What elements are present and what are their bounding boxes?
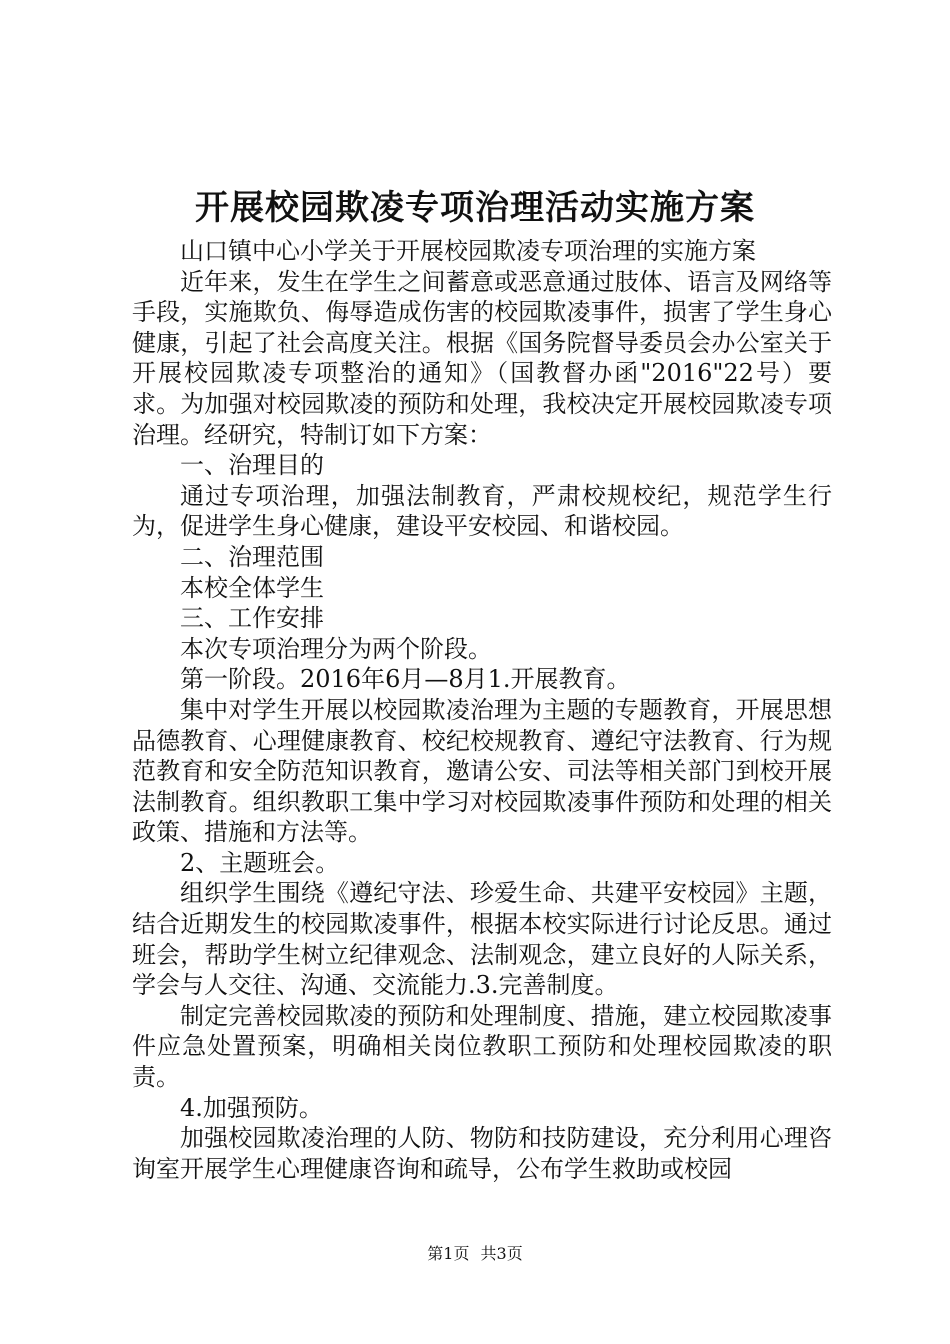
item-heading-prevention: 4.加强预防。 (180, 1093, 323, 1122)
document-body (132, 236, 832, 1184)
paragraph-system: 制定完善校园欺凌的预防和处理制度、措施，建立校园欺凌事件应急处置预案，明确相关岗位教职工预防和处理校园欺凌的职责。 (132, 1001, 832, 1092)
page-number: 第1页 (427, 1244, 470, 1263)
page-total: 共3页 (480, 1244, 523, 1263)
page-footer (0, 1244, 950, 1264)
paragraph-stage-one: 第一阶段。2016年6月—8月1.开展教育。 (180, 665, 631, 694)
paragraph-prevention: 加强校园欺凌治理的人防、物防和技防建设，充分利用心理咨询室开展学生心理健康咨询和疏导，公布学生救助或校园 (132, 1124, 832, 1183)
paragraph-scope: 本校全体学生 (180, 573, 324, 602)
paragraph-education: 集中对学生开展以校园欺凌治理为主题的专题教育，开展思想品德教育、心理健康教育、校纪校规教育、遵纪守法教育、行为规范教育和安全防范知识教育，邀请公安、司法等相关部门到校开展法制教育。组织教职工集中学习对校园欺凌事件预防和处理的相关政策、措施和方法等。 (132, 695, 832, 847)
paragraph-class-meeting: 组织学生围绕《遵纪守法、珍爱生命、共建平安校园》主题，结合近期发生的校园欺凌事件，根据本校实际进行讨论反思。通过班会，帮助学生树立纪律观念、法制观念，建立良好的人际关系，学会与人交往、沟通、交流能力.3.完善制度。 (132, 879, 832, 1000)
paragraph-intro: 近年来，发生在学生之间蓄意或恶意通过肢体、语言及网络等手段，实施欺负、侮辱造成伤害的校园欺凌事件，损害了学生身心健康，引起了社会高度关注。根据《国务院督导委员会办公室关于开展校园欺凌专项整治的通知》（国教督办函"2016"22号）要求。为加强对校园欺凌的预防和处理，我校决定开展校园欺凌专项治理。经研究，特制订如下方案： (132, 267, 832, 449)
paragraph-subtitle: 山口镇中心小学关于开展校园欺凌专项治理的实施方案 (180, 237, 756, 265)
section-heading-scope: 二、治理范围 (180, 542, 324, 571)
section-heading-schedule: 三、工作安排 (180, 604, 324, 633)
paragraph-goal: 通过专项治理，加强法制教育，严肃校规校纪，规范学生行为，促进学生身心健康，建设平安校园、和谐校园。 (132, 481, 832, 541)
document-title: 开展校园欺凌专项治理活动实施方案 (195, 188, 755, 228)
paragraph-stages: 本次专项治理分为两个阶段。 (180, 634, 492, 663)
item-heading-class-meeting: 2、主题班会。 (180, 848, 340, 877)
section-heading-goal: 一、治理目的 (180, 451, 324, 480)
